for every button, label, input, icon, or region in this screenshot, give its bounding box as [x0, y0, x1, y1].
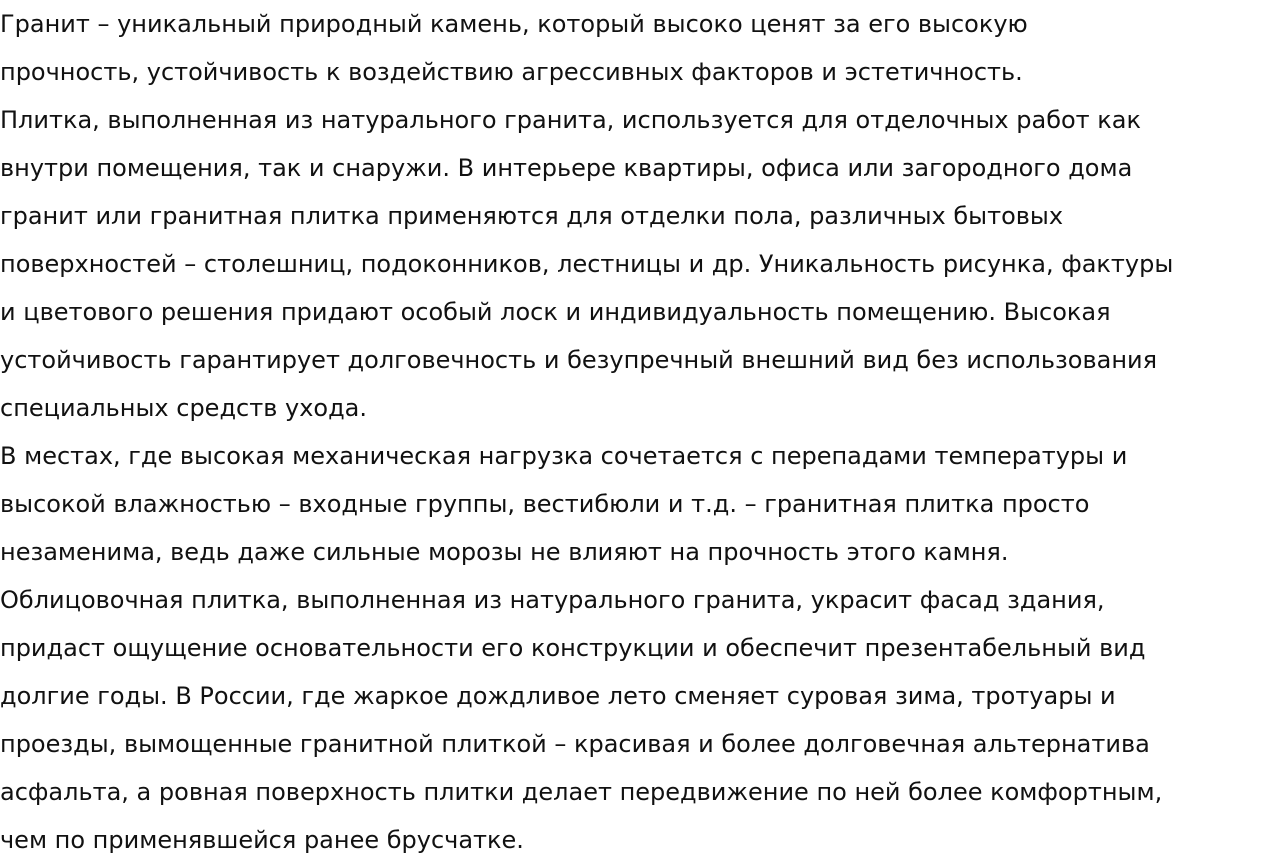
text-line: Гранит – уникальный природный камень, который высоко ценят за его высокую: [0, 10, 1028, 38]
text-line: Облицовочная плитка, выполненная из натурального гранита, украсит фасад здания,: [0, 586, 1105, 614]
text-line: гранит или гранитная плитка применяются для отделки пола, различных бытовых: [0, 202, 1064, 230]
text-line: придаст ощущение основательности его конструкции и обеспечит презентабельный вид: [0, 634, 1146, 662]
text-line: высокой влажностью – входные группы, вестибюли и т.д. – гранитная плитка просто: [0, 490, 1090, 518]
text-line: прочность, устойчивость к воздействию агрессивных факторов и эстетичность.: [0, 58, 1023, 86]
text-line: В местах, где высокая механическая нагрузка сочетается с перепадами температуры и: [0, 442, 1128, 470]
paragraph-intro: [0, 0, 1270, 96]
text-line: внутри помещения, так и снаружи. В интерьере квартиры, офиса или загородного дома: [0, 154, 1133, 182]
text-line: специальных средств ухода.: [0, 394, 368, 422]
paragraph-exterior-use: [0, 432, 1270, 864]
text-line: асфальта, а ровная поверхность плитки делает передвижение по ней более комфортным,: [0, 778, 1163, 806]
text-line: устойчивость гарантирует долговечность и безупречный внешний вид без использования: [0, 346, 1158, 374]
text-line: чем по применявшейся ранее брусчатке.: [0, 826, 524, 854]
text-line: Плитка, выполненная из натурального гранита, используется для отделочных работ как: [0, 106, 1141, 134]
text-line: и цветового решения придают особый лоск и индивидуальность помещению. Высокая: [0, 298, 1111, 326]
text-line: незаменима, ведь даже сильные морозы не влияют на прочность этого камня.: [0, 538, 1009, 566]
text-line: проезды, вымощенные гранитной плиткой – красивая и более долговечная альтернатива: [0, 730, 1150, 758]
text-line: поверхностей – столешниц, подоконников, лестницы и др. Уникальность рисунка, фактуры: [0, 250, 1174, 278]
paragraph-interior-use: [0, 96, 1270, 432]
text-line: долгие годы. В России, где жаркое дождливое лето сменяет суровая зима, тротуары и: [0, 682, 1116, 710]
